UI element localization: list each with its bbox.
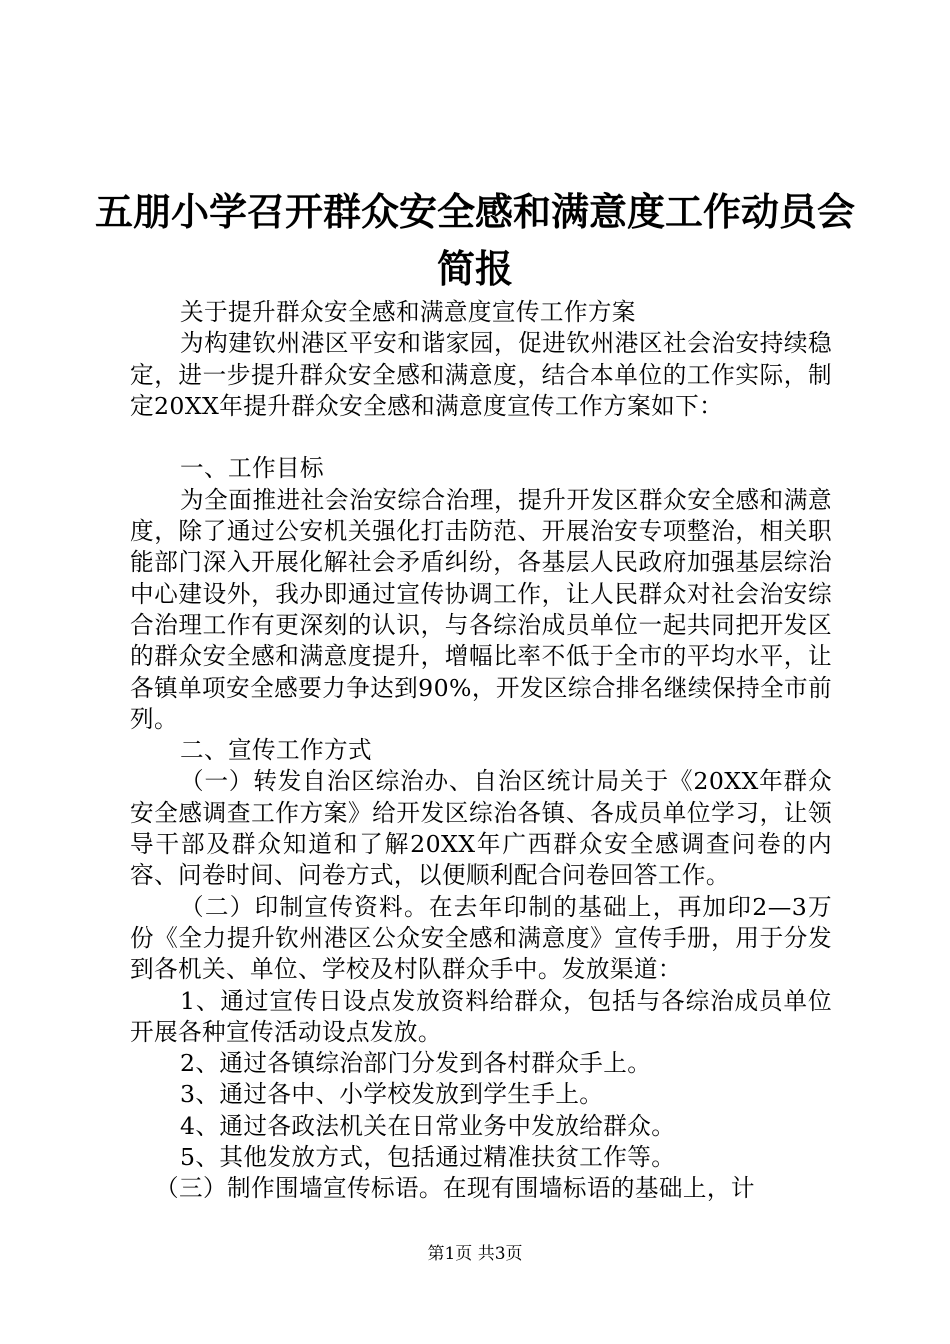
list-item: 5、其他发放方式，包括通过精准扶贫工作等。 — [180, 1143, 676, 1172]
paragraph: （二）印制宣传资料。在去年印制的基础上，再加印2—3万份《全力提升钦州港区公众安全感和满意度》宣传手册，用于分发到各机关、单位、学校及村队群众手中。发放渠道： — [130, 892, 832, 984]
blank-line — [130, 422, 832, 453]
list-item: 1、通过宣传日设点发放资料给群众，包括与各综治成员单位开展各种宣传活动设点发放。 — [130, 986, 832, 1046]
paragraph: 为构建钦州港区平安和谐家园，促进钦州港区社会治安持续稳定，进一步提升群众安全感和满意度，结合本单位的工作实际，制定20XX年提升群众安全感和满意度宣传工作方案如下： — [130, 329, 832, 420]
list-item: 3、通过各中、小学校发放到学生手上。 — [180, 1080, 604, 1109]
document-title-line-2: 简报 — [436, 246, 513, 291]
section-heading: 二、宣传工作方式 — [180, 736, 372, 765]
list-item: 4、通过各政法机关在日常业务中发放给群众。 — [180, 1111, 676, 1140]
paragraph: （三）制作围墙宣传标语。在现有围墙标语的基础上，计 — [155, 1174, 755, 1203]
section-heading: 一、工作目标 — [180, 454, 324, 483]
list-item: 2、通过各镇综治部门分发到各村群众手上。 — [180, 1049, 652, 1078]
section-heading: 关于提升群众安全感和满意度宣传工作方案 — [180, 298, 636, 326]
page-footer: 第1页 共3页 — [427, 1244, 523, 1264]
paragraph: 为全面推进社会治安综合治理，提升开发区群众安全感和满意度，除了通过公安机关强化打击防范、开展治安专项整治，相关职能部门深入开展化解社会矛盾纠纷，各基层人民政府加强基层综治中心建设外，我办即通过宣传协调工作，让人民群众对社会治安综合治理工作有更深刻的认识，与各综治成员单位一起共同把开发区的群众安全感和满意度提升，增幅比率不低于全市的平均水平，让各镇单项安全感要力争达到90%，开发区综合排名继续保持全市前列。 — [130, 485, 832, 733]
document-title-line-1: 五朋小学召开群众安全感和满意度工作动员会 — [94, 189, 855, 234]
document-body — [130, 297, 832, 1205]
paragraph: （一）转发自治区综治办、自治区统计局关于《20XX年群众安全感调查工作方案》给开发区综治各镇、各成员单位学习，让领导干部及群众知道和了解20XX年广西群众安全感调查问卷的内容、问卷时间、问卷方式，以便顺利配合问卷回答工作。 — [130, 767, 832, 890]
